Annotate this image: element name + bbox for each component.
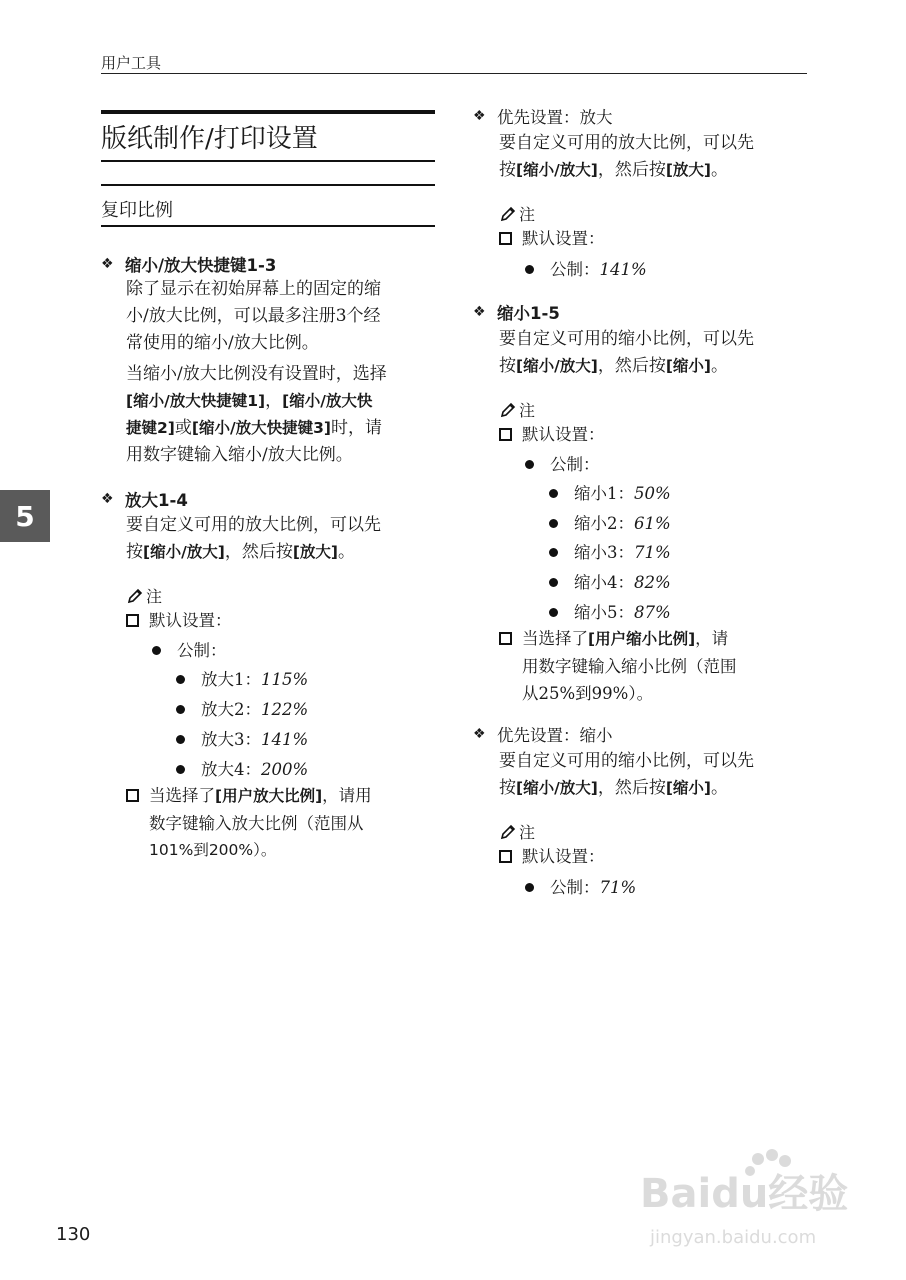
bullet-icon xyxy=(549,519,558,528)
pencil-icon xyxy=(499,824,517,840)
baidu-watermark-logo xyxy=(640,1145,870,1255)
item-heading xyxy=(473,104,613,128)
text-fragment: 当选择了 xyxy=(522,629,588,648)
bullet-line xyxy=(176,726,308,753)
text-line: 小/放大比例，可以最多注册3个经 xyxy=(126,306,381,326)
text-fragment: 。 xyxy=(711,356,729,376)
value-label: 放大1： xyxy=(201,670,261,689)
chapter-rule-bottom xyxy=(101,160,435,162)
diamond-icon: ❖ xyxy=(101,256,114,272)
value-label: 缩小5： xyxy=(574,603,634,622)
bullet-icon xyxy=(549,578,558,587)
note-label: 注 xyxy=(146,587,163,606)
text-fragment: 时，请 xyxy=(331,418,382,438)
diamond-icon: ❖ xyxy=(473,108,486,124)
text-fragment: ，然后按 xyxy=(224,542,293,562)
value-label: 放大4： xyxy=(201,760,261,779)
value: 61% xyxy=(634,514,671,533)
default-label: 默认设置： xyxy=(522,425,605,444)
bullet-line xyxy=(549,510,671,537)
bullet-icon xyxy=(549,548,558,557)
default-setting-line xyxy=(499,225,605,252)
note-heading xyxy=(499,398,535,421)
bullet-line xyxy=(525,874,636,901)
text-line: 101%到200%）。 xyxy=(149,841,277,859)
watermark-brand: Baidu经验 xyxy=(640,1171,849,1217)
value: 141% xyxy=(261,730,309,749)
text-line xyxy=(126,388,441,415)
text-line xyxy=(522,625,737,653)
bullet-icon xyxy=(176,765,185,774)
default-label: 默认设置： xyxy=(149,611,232,630)
checkbox-bullet-icon xyxy=(499,428,512,441)
default-setting-line xyxy=(499,421,605,448)
key-label: [缩小/放大快捷键3] xyxy=(191,419,331,437)
text-fragment: ，然后按 xyxy=(597,778,666,798)
note-label: 注 xyxy=(519,401,536,420)
checkbox-bullet-icon xyxy=(499,850,512,863)
chapter-rule-top xyxy=(101,110,435,114)
text-fragment: 按 xyxy=(499,778,516,798)
paragraph xyxy=(499,748,814,802)
text-line xyxy=(499,775,814,802)
running-header: 用户工具 xyxy=(101,54,162,72)
text-line: 用数字键输入缩小/放大比例。 xyxy=(126,445,353,465)
metric-label: 公制： xyxy=(177,641,227,660)
key-label: [缩小/放大快 xyxy=(282,392,373,410)
paragraph xyxy=(126,276,436,357)
bullet-line xyxy=(549,539,671,566)
section-rule-bottom xyxy=(101,225,435,227)
text-fragment: 按 xyxy=(499,356,516,376)
key-label: [用户缩小比例] xyxy=(588,630,696,648)
text-line: 要自定义可用的缩小比例，可以先 xyxy=(499,751,754,771)
text-line: 除了显示在初始屏幕上的固定的缩 xyxy=(126,279,381,299)
value: 122% xyxy=(261,700,309,719)
section-title: 复印比例 xyxy=(101,200,173,221)
header-rule xyxy=(101,73,807,74)
page-number: 130 xyxy=(56,1224,91,1245)
key-label: [缩小/放大] xyxy=(516,357,598,375)
diamond-icon: ❖ xyxy=(473,304,486,320)
key-label: [用户放大比例] xyxy=(215,787,323,805)
value-label: 缩小2： xyxy=(574,514,634,533)
text-line: 要自定义可用的放大比例，可以先 xyxy=(499,133,754,153)
note-label: 注 xyxy=(519,823,536,842)
bullet-line xyxy=(549,569,671,596)
text-line: 数字键输入放大比例（范围从 xyxy=(149,814,364,833)
diamond-icon: ❖ xyxy=(101,491,114,507)
text-line xyxy=(126,539,441,566)
selection-note xyxy=(499,625,737,707)
default-setting-line xyxy=(499,843,605,870)
metric-label: 公制： xyxy=(550,260,600,279)
text-fragment: ，然后按 xyxy=(597,160,666,180)
checkbox-bullet-icon xyxy=(499,632,512,645)
bullet-line xyxy=(176,696,308,723)
checkbox-bullet-icon xyxy=(126,789,139,802)
text-line: 从25%到99%）。 xyxy=(522,684,654,703)
text-fragment: ， xyxy=(265,391,283,411)
text-fragment: ，请 xyxy=(695,629,729,648)
checkbox-bullet-icon xyxy=(499,232,512,245)
bullet-icon xyxy=(176,735,185,744)
text-line xyxy=(499,353,814,380)
pencil-icon xyxy=(499,402,517,418)
bullet-icon xyxy=(549,608,558,617)
paragraph xyxy=(499,130,814,184)
checkbox-bullet-icon xyxy=(126,614,139,627)
bullet-icon xyxy=(176,705,185,714)
selection-text xyxy=(149,782,372,864)
item-title: 放大1-4 xyxy=(125,491,188,510)
value-label: 放大2： xyxy=(201,700,261,719)
value-label: 缩小3： xyxy=(574,543,634,562)
text-line: 常使用的缩小/放大比例。 xyxy=(126,333,319,353)
selection-text xyxy=(522,625,737,707)
text-line: 当缩小/放大比例没有设置时，选择 xyxy=(126,364,387,384)
text-fragment: 。 xyxy=(338,542,356,562)
bullet-line xyxy=(525,256,647,283)
item-heading xyxy=(473,722,613,746)
value: 50% xyxy=(634,484,671,503)
value: 87% xyxy=(634,603,671,622)
key-label: [缩小] xyxy=(665,779,712,797)
bullet-line xyxy=(176,756,308,783)
text-line xyxy=(126,415,441,442)
value-label: 放大3： xyxy=(201,730,261,749)
text-fragment: 。 xyxy=(711,778,729,798)
default-label: 默认设置： xyxy=(522,847,605,866)
chapter-title: 版纸制作/打印设置 xyxy=(101,124,318,154)
text-fragment: 或 xyxy=(174,418,192,438)
bullet-line xyxy=(549,599,671,626)
bullet-icon xyxy=(525,460,534,469)
item-title: 缩小1-5 xyxy=(497,304,560,323)
key-label: [放大] xyxy=(292,543,339,561)
item-title: 缩小/放大快捷键1-3 xyxy=(125,256,277,275)
section-rule-top xyxy=(101,184,435,186)
text-line: 要自定义可用的缩小比例，可以先 xyxy=(499,329,754,349)
note-label: 注 xyxy=(519,205,536,224)
default-setting-line xyxy=(126,607,232,634)
key-label: [放大] xyxy=(665,161,712,179)
note-heading xyxy=(499,820,535,843)
bullet-icon xyxy=(525,883,534,892)
pencil-icon xyxy=(499,206,517,222)
metric-label: 公制： xyxy=(550,455,600,474)
item-heading xyxy=(101,487,188,511)
bullet-line xyxy=(152,637,227,664)
value: 71% xyxy=(599,878,637,897)
diamond-icon: ❖ xyxy=(473,726,486,742)
bullet-icon xyxy=(176,675,185,684)
bullet-icon xyxy=(152,646,161,655)
bullet-line xyxy=(176,666,308,693)
paragraph xyxy=(499,326,814,380)
paragraph xyxy=(126,361,441,469)
item-heading xyxy=(101,252,276,276)
value-label: 缩小1： xyxy=(574,484,634,503)
value: 200% xyxy=(261,760,309,779)
item-title: 优先设置：放大 xyxy=(497,108,613,127)
value: 141% xyxy=(599,260,647,279)
bullet-icon xyxy=(549,489,558,498)
value: 115% xyxy=(261,670,309,689)
bullet-line xyxy=(549,480,671,507)
text-fragment: ，请用 xyxy=(322,786,372,805)
key-label: [缩小/放大快捷键1] xyxy=(126,392,266,410)
paragraph xyxy=(126,512,441,566)
text-fragment: 当选择了 xyxy=(149,786,215,805)
item-title: 优先设置：缩小 xyxy=(497,726,613,745)
key-label: [缩小/放大] xyxy=(143,543,225,561)
bullet-line xyxy=(525,451,600,478)
item-heading xyxy=(473,300,560,324)
text-line: 要自定义可用的放大比例，可以先 xyxy=(126,515,381,535)
text-line xyxy=(149,782,372,810)
text-fragment: 。 xyxy=(711,160,729,180)
pencil-icon xyxy=(126,588,144,604)
chapter-tab: 5 xyxy=(0,490,50,542)
text-line xyxy=(499,157,814,184)
note-heading xyxy=(499,202,535,225)
selection-note xyxy=(126,782,372,864)
key-label: [缩小/放大] xyxy=(516,161,598,179)
value: 71% xyxy=(634,543,671,562)
note-heading xyxy=(126,584,162,607)
text-fragment: 按 xyxy=(126,542,143,562)
text-fragment: 按 xyxy=(499,160,516,180)
key-label: 捷键2] xyxy=(126,419,175,437)
text-fragment: ，然后按 xyxy=(597,356,666,376)
value: 82% xyxy=(634,573,671,592)
watermark-url: jingyan.baidu.com xyxy=(650,1227,817,1248)
metric-label: 公制： xyxy=(550,878,600,897)
bullet-icon xyxy=(525,265,534,274)
default-label: 默认设置： xyxy=(522,229,605,248)
key-label: [缩小/放大] xyxy=(516,779,598,797)
value-label: 缩小4： xyxy=(574,573,634,592)
key-label: [缩小] xyxy=(665,357,712,375)
text-line: 用数字键输入缩小比例（范围 xyxy=(522,657,737,676)
